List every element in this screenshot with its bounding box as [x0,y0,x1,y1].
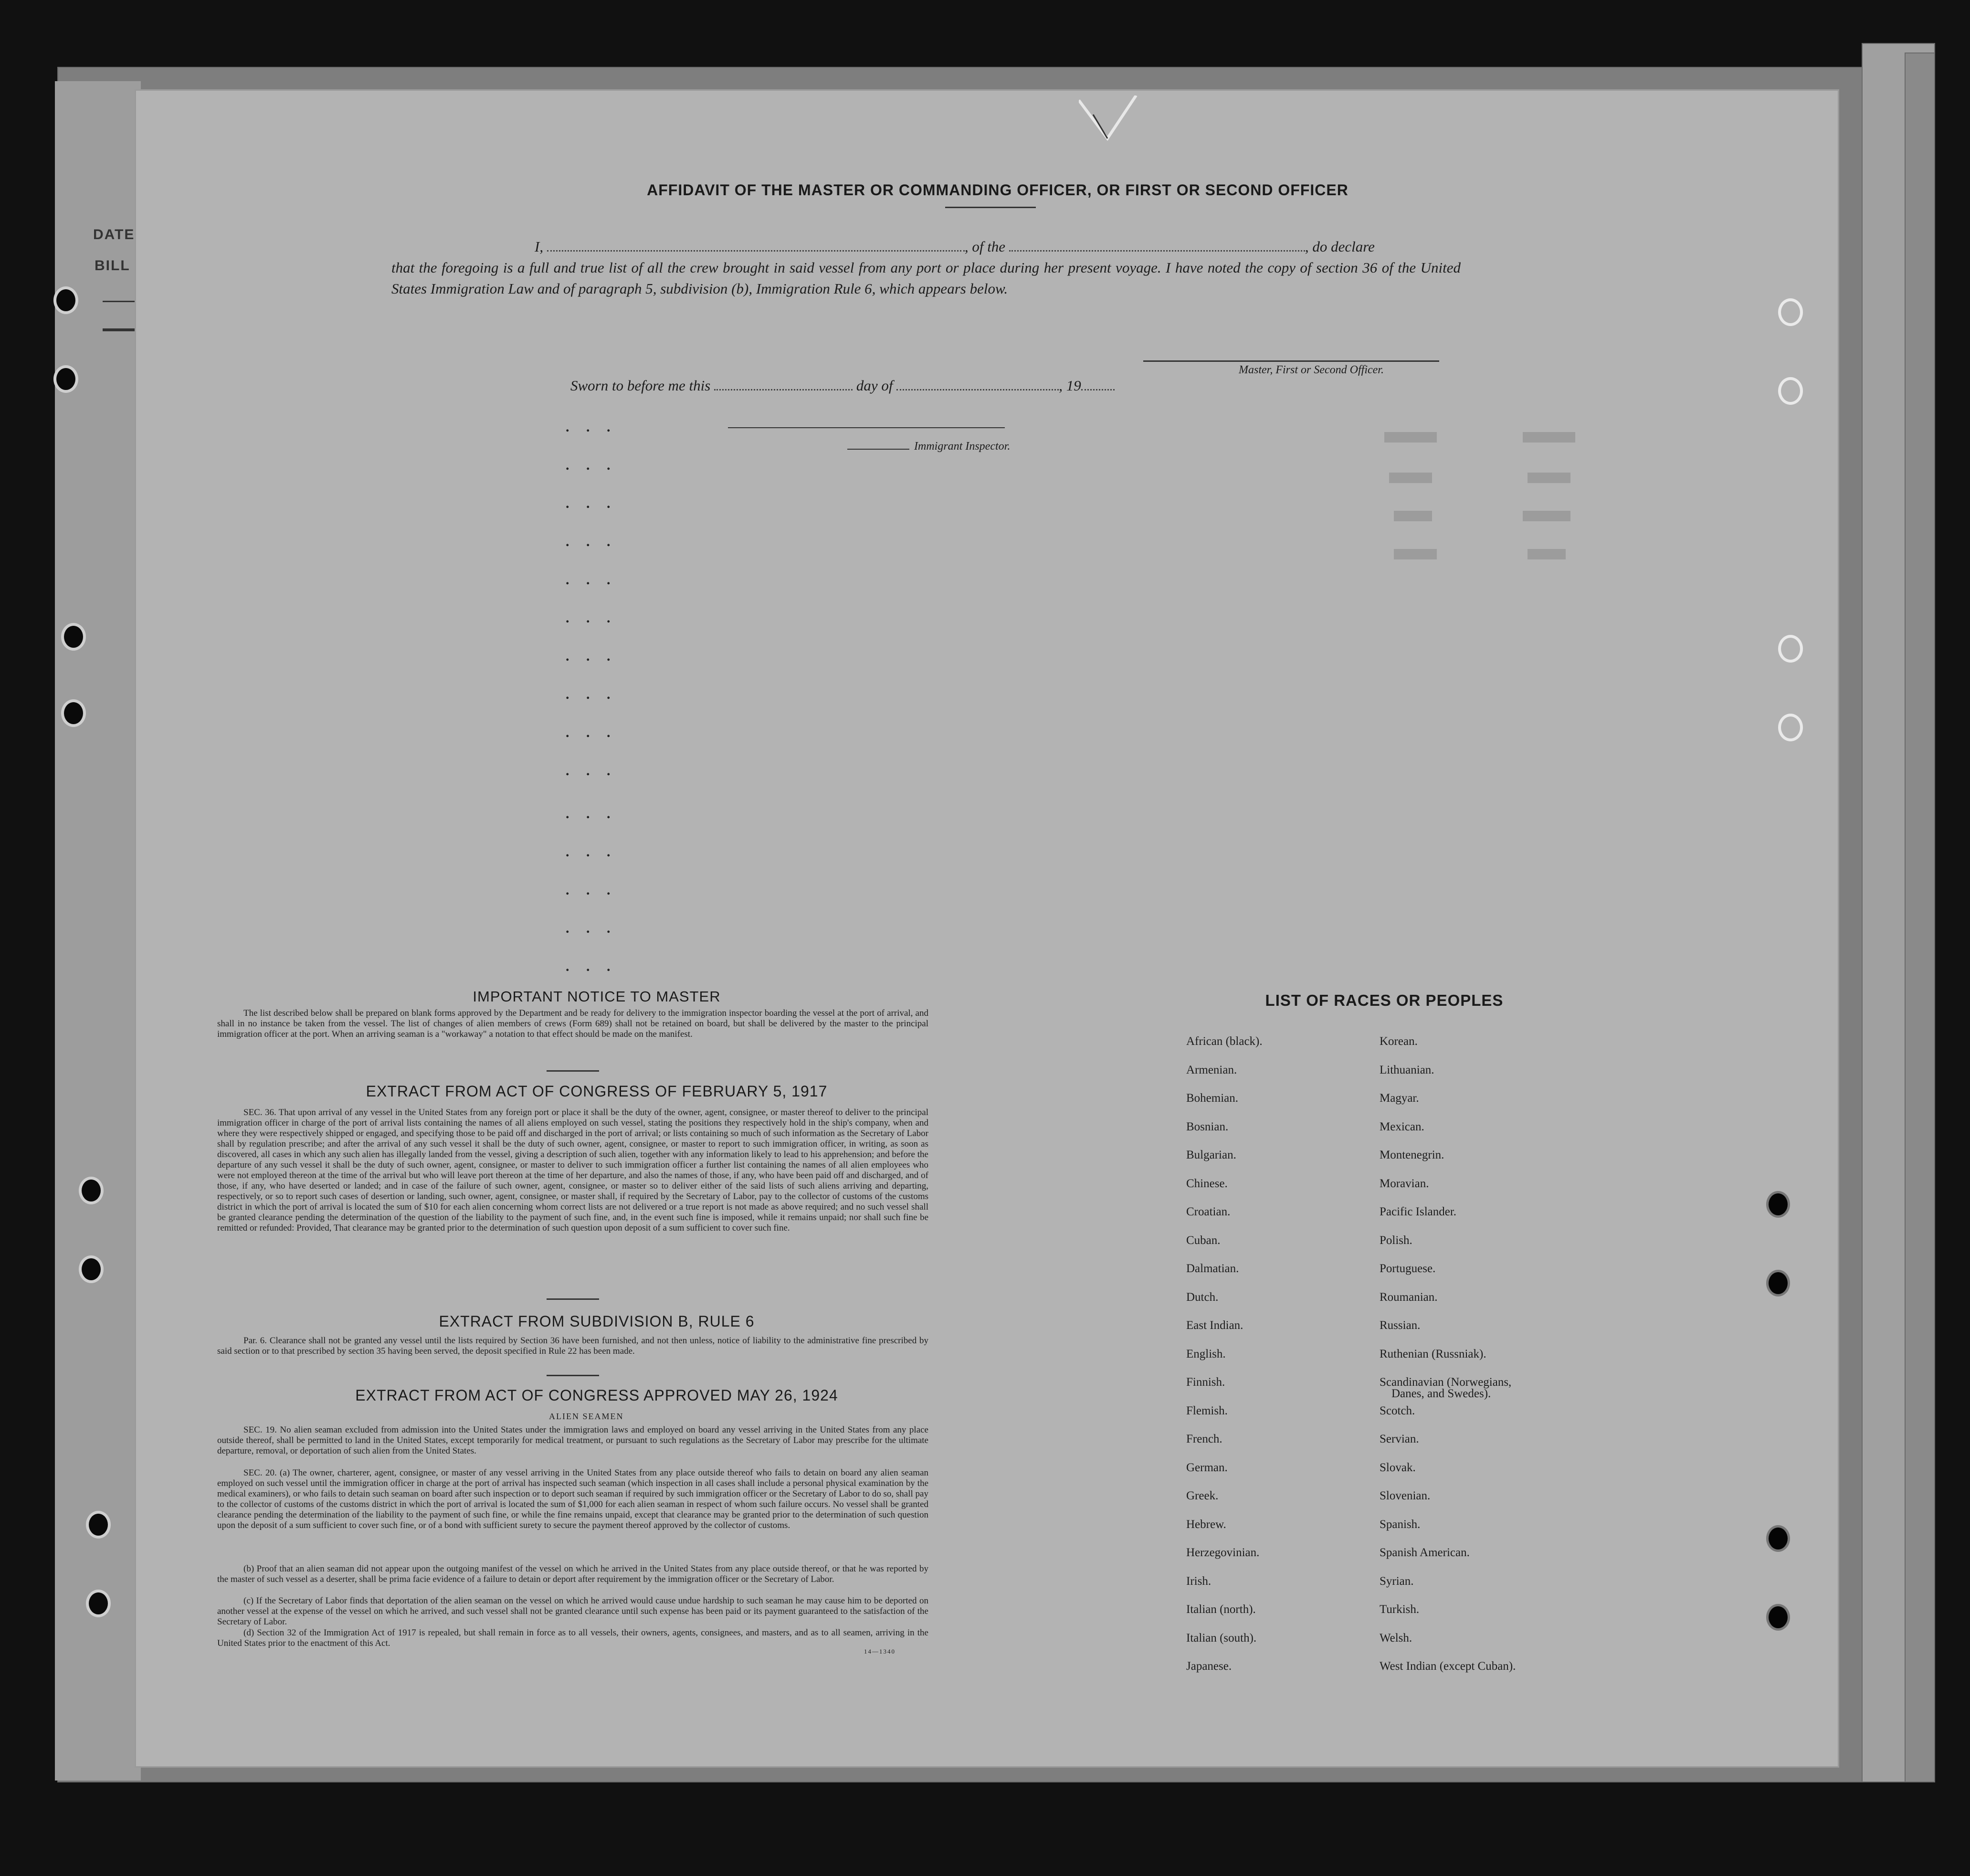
row-marker: . . . [566,457,617,473]
declaration-line [391,236,1461,257]
race-item: Dalmatian. [1186,1262,1239,1275]
race-item: Scotch. [1380,1404,1415,1417]
extract-1924-sec20d: (d) Section 32 of the Immigration Act of 1917 is repealed, but shall remain in force as to all vessels, their owners, agents, consignees, and masters, and as to all seamen, arriving in the United States prior to the enactment of this Act. [217,1628,928,1648]
corner-fold [1079,95,1146,148]
punch-hole [79,1255,104,1283]
bleed-through-mark [1523,432,1575,443]
race-item: Scandinavian (Norwegians, Danes, and Swedes). [1380,1376,1512,1400]
race-item: Hebrew. [1186,1518,1226,1531]
rule6-title: EXTRACT FROM SUBDIVISION B, RULE 6 [439,1313,755,1330]
notice-text: The list described below shall be prepared on blank forms approved by the Department and be ready for delivery to the immigration inspector boarding the vessel at the port of arrival, and shall in no instance be taken from the vessel. The list of changes of alien members of crews (Form 689) shall not be retained on board, but shall be delivered by the master to the principal immigration officer at the port. When an arriving seaman is a "workaway" a notation to that effect should be made on the manifest. [217,1008,928,1039]
extract-1924-title: EXTRACT FROM ACT OF CONGRESS APPROVED MAY 26, 1924 [355,1387,838,1404]
race-item: Korean. [1380,1035,1418,1048]
race-item: Herzegovinian. [1186,1546,1260,1559]
extract-1917-title: EXTRACT FROM ACT OF CONGRESS OF FEBRUARY 5, 1917 [366,1083,828,1100]
race-item: Spanish. [1380,1518,1421,1531]
race-item: French. [1186,1433,1222,1445]
race-item: Spanish American. [1380,1546,1470,1559]
of-the-label: , of the [964,238,1006,255]
punch-hole [79,1177,104,1204]
race-item: Bulgarian. [1186,1149,1236,1161]
race-item: Slovenian. [1380,1489,1431,1502]
side-stamp-date: DATE [93,227,135,242]
extract-1924-sec20b: (b) Proof that an alien seaman did not appear upon the outgoing manifest of the vessel on which he arrived in the United States from any place outside thereof, or that he was reported by the master of such vessel as a deserter, shall be prima facie evidence of a failure to detain or deport after requirement by the immigration officer or the Secretary of Labor. [217,1564,928,1584]
form-number: 14—1340 [864,1648,895,1655]
inspector-signature-line[interactable] [728,427,1005,428]
inspector-label: Immigrant Inspector. [914,440,1011,453]
affidavit-body: that the foregoing is a full and true list of all the crew brought in said vessel from any port or place during her present voyage. I have noted the copy of section 36 of the United States Immigration Law and of paragraph 5, subdivision (b), Immigration Rule 6, which appears below. [391,259,1461,297]
affidavit-title: AFFIDAVIT OF THE MASTER OR COMMANDING OFFICER, OR FIRST OR SECOND OFFICER [647,181,1348,199]
master-label: Master, First or Second Officer. [1239,364,1384,376]
row-marker: . . . [566,572,617,588]
row-marker: . . . [566,959,617,974]
race-item: Italian (north). [1186,1603,1256,1616]
punch-hole [1766,1525,1790,1552]
row-marker: . . . [566,495,617,511]
bleed-through-mark [1528,549,1566,559]
row-marker: . . . [566,844,617,860]
bleed-through-mark [1528,473,1570,483]
race-item: Japanese. [1186,1660,1232,1673]
race-item: Bosnian. [1186,1120,1229,1133]
race-item: German. [1186,1461,1228,1474]
race-item: African (black). [1186,1035,1263,1048]
race-item: Polish. [1380,1233,1412,1247]
notice-rule [547,1070,599,1072]
race-item: Magyar. [1380,1092,1419,1105]
sworn-b: day of [856,377,893,394]
race-item: Welsh. [1380,1631,1412,1644]
row-marker: . . . [566,806,617,822]
race-item: Syrian. [1380,1574,1414,1588]
races-title: LIST OF RACES OR PEOPLES [1265,991,1504,1009]
punch-hole [61,699,86,727]
race-item: Croatian. [1186,1205,1231,1218]
punch-hole [86,1511,111,1539]
master-signature-line[interactable] [1143,360,1439,362]
race-item: Flemish. [1186,1404,1228,1417]
sworn-day-blank[interactable] [714,379,853,390]
punch-hole [1766,1191,1790,1218]
rule6-rule [547,1375,599,1376]
rule6-text: Par. 6. Clearance shall not be granted any vessel until the lists required by Section 36 have been furnished, and not then unless, notice of liability to the administrative fine prescribed by said section or to that prescribed by section 35 having been served, the deposit specified in Rule 22 has been made. [217,1336,928,1356]
side-stamp-bill: BILL [95,258,130,274]
race-item: Dutch. [1186,1290,1219,1304]
declare-label: , do declare [1305,238,1375,255]
notice-title: IMPORTANT NOTICE TO MASTER [473,988,721,1005]
inspector-short-line [847,449,909,450]
back-sheet-right-2 [1905,53,1935,1782]
bleed-through-mark [1523,511,1570,521]
race-item: Bohemian. [1186,1092,1239,1105]
race-item: Ruthenian (Russniak). [1380,1347,1486,1360]
row-marker: . . . [566,419,617,435]
sworn-year-blank[interactable] [1081,379,1115,390]
race-item: Mexican. [1380,1120,1424,1133]
race-item: Montenegrin. [1380,1149,1444,1161]
race-item: Russian. [1380,1319,1421,1332]
row-marker: . . . [566,882,617,898]
row-marker: . . . [566,534,617,549]
punch-hole [1766,1270,1790,1296]
alien-seamen-subtitle: ALIEN SEAMEN [549,1412,624,1421]
race-item: Portuguese. [1380,1262,1436,1275]
affidavit-declaration [391,236,1461,299]
race-item: West Indian (except Cuban). [1380,1660,1516,1673]
bleed-through-mark [1394,549,1437,559]
side-rule-2 [103,328,141,331]
extract-1924-sec19: SEC. 19. No alien seaman excluded from admission into the United States under the immigration laws and employed on board any vessel arriving in the United States from any place outside thereof, shall be permitted to land in the United States, except temporarily for medical treatment, or pursuant to such regulations as the Secretary of Labor may prescribe for the ultimate departure, removal, or deportation of such alien from the United States. [217,1425,928,1456]
extract-1917-rule [547,1298,599,1300]
race-item: Turkish. [1380,1603,1420,1616]
race-item: Slovak. [1380,1461,1416,1474]
bleed-through-mark [1384,432,1437,443]
race-item: Italian (south). [1186,1631,1257,1644]
race-item: Lithuanian. [1380,1063,1434,1076]
sworn-c: , 19 [1059,377,1081,394]
punch-hole [1778,377,1803,405]
punch-hole [1778,298,1803,326]
punch-hole [53,286,78,314]
row-marker: . . . [566,610,617,626]
race-item: English. [1186,1347,1226,1360]
i-label: I, [535,238,544,255]
race-item: Greek. [1186,1489,1219,1502]
race-item: Servian. [1380,1433,1419,1445]
sworn-line [570,377,1115,394]
side-rule-1 [103,301,141,302]
extract-1917-text: SEC. 36. That upon arrival of any vessel in the United States from any foreign port or place it shall be the duty of the owner, agent, consignee, or master thereof to deliver to the principal immigration officer in charge of the port of arrival lists containing the names of all aliens employed on such vessel, stating the positions they respectively hold in the ship's company, when and where they were respectively shipped or engaged, and specifying those to be paid off and discharged in the port of arrival; or lists containing so much of such information as the Secretary of Labor shall by regulation prescribe; and after the arrival of any such vessel it shall be the duty of such owner, agent, consignee, or master to report to such immigration officer, in writing, as soon as discovered, all cases in which any such alien has illegally landed from the vessel, giving a description of such alien, together with any information likely to lead to his apprehension; and before the departure of any such vessel it shall be the duty of such owner, agent, consignee, or master to deliver to such immigration officer a further list containing the names of all alien employees who were not employed thereon at the time of the arrival but who will leave port thereon at the time of her departure, and also the names of those, if any, who have been paid off and discharged, and of those, if any, who have deserted or landed; and in case of the failure of such owner, agent, consignee, or master so to deliver either of the said lists of such aliens arriving and departing, respectively, or so to report such cases of desertion or landing, such owner, agent, consignee, or master shall, if required by the Secretary of Labor, pay to the collector of customs of the customs district in which the port of arrival is located the sum of $10 for each alien concerning whom correct lists are not delivered or a true report is not made as above required; and no such vessel shall be granted clearance pending the determination of the question of the liability to the payment of such fine, and, in the event such fine is imposed, while it remains unpaid; nor shall such fine be remitted or refunded: Provided, That clearance may be granted prior to the determination of such question upon deposit of a sum sufficient to cover such fine. [217,1107,928,1233]
punch-hole [86,1590,111,1617]
punch-hole [1766,1604,1790,1631]
race-item: Cuban. [1186,1233,1221,1247]
punch-hole [1778,714,1803,741]
vessel-blank[interactable] [1009,240,1305,252]
race-item: East Indian. [1186,1319,1243,1332]
race-item: Roumanian. [1380,1290,1438,1304]
title-rule [945,207,1036,208]
punch-hole [1778,635,1803,663]
race-item: Finnish. [1186,1376,1225,1389]
bleed-through-mark [1394,511,1432,521]
race-item: Moravian. [1380,1177,1429,1190]
row-marker: . . . [566,686,617,702]
punch-hole [53,365,78,393]
extract-1924-sec20c: (c) If the Secretary of Labor finds that deportation of the alien seaman on the vessel on which he arrived would cause undue hardship to such seaman he may cause him to be deported on another vessel at the expense of the vessel on which he arrived, and such vessel shall not be granted clearance until such expense has been paid or its payment guaranteed to the satisfaction of the Secretary of Labor. [217,1596,928,1627]
race-item: Chinese. [1186,1177,1228,1190]
race-item: Armenian. [1186,1063,1237,1076]
punch-hole [61,623,86,651]
sworn-a: Sworn to before me this [570,377,711,394]
name-blank[interactable] [547,240,965,252]
sworn-month-blank[interactable] [896,379,1059,390]
race-item: Irish. [1186,1574,1211,1588]
row-marker: . . . [566,763,617,779]
row-marker: . . . [566,725,617,740]
race-item: Pacific Islander. [1380,1205,1457,1218]
row-marker: . . . [566,648,617,664]
bleed-through-mark [1389,473,1432,483]
extract-1924-sec20a: SEC. 20. (a) The owner, charterer, agent, consignee, or master of any vessel arriving in the United States from any place outside thereof who fails to detain on board any alien seaman employed on such vessel until the immigration officer in charge at the port of arrival has inspected such seaman (which inspection in all cases shall include a personal physical examination by the medical examiners), or who fails to detain such seaman on board after such inspection or to deport such seaman if required by such immigration officer or the Secretary of Labor to do so, shall pay to the collector of customs of the customs district in which the port of arrival is located the sum of $1,000 for each alien seaman in respect of whom such failure occurs. No vessel shall be granted clearance pending the determination of the liability to the payment of such fine, or while the fine remains unpaid, except that clearance may be granted prior to the determination of such question upon the deposit of a sum sufficient to cover such fine, or of a bond with sufficient surety to secure the payment thereof approved by the collector of customs. [217,1468,928,1530]
row-marker: . . . [566,920,617,936]
